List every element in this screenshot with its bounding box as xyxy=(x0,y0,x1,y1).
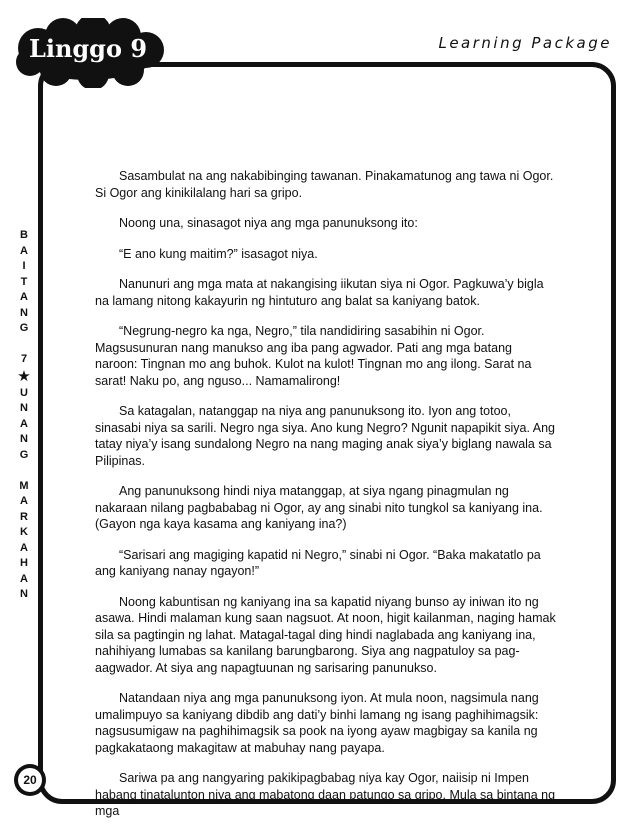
side-letter: M xyxy=(19,479,29,492)
paragraph: Sasambulat na ang nakabibinging tawanan. Pinakamatunog ang tawa ni Ogor. Si Ogor ang kinikilalang hari sa gripo. xyxy=(95,169,554,200)
week-title: Linggo 9 xyxy=(28,34,148,63)
side-letter: G xyxy=(19,322,29,334)
side-letter: U xyxy=(20,386,28,399)
paragraph: Noong kabuntisan ng kaniyang ina sa kapatid niyang bunso ay iniwan ito ng asawa. Hindi malaman kung saan nagsuot. At noon, higit kailanman, naging hamak sila sa pagtingin ng lahat. Matagal-tagal ding hindi naglabada ang kaniyang ina, nahihiyang lumabas sa kanilang barungbarong. Siya ang nagpatuloy sa pag-aagwador. At siya ang napagtuunan ng sarisaring panunukso. xyxy=(95,594,556,675)
side-letter: N xyxy=(20,306,28,319)
week-badge xyxy=(8,18,168,88)
side-letter: A xyxy=(20,417,28,430)
side-letter: T xyxy=(20,275,28,288)
learning-package-label: Learning Package xyxy=(438,34,612,52)
side-grade-label xyxy=(12,228,36,603)
paragraph: Natandaan niya ang mga panunuksong iyon. At mula noon, nagsimula nang umalimpuyo sa kaniyang dibdib ang dati’y binhi lamang ng isang paghihimagsik: nagsusumigaw na paghihimagsik sa pook na iyong ayaw magbigay sa kanila ng pagkakataong makagitaw at mabuhay nang payapa. xyxy=(95,691,539,755)
side-letter: N xyxy=(20,402,28,414)
side-spacer xyxy=(12,463,36,479)
side-letter: K xyxy=(20,526,28,538)
page-number: 20 xyxy=(18,768,42,792)
side-letter: R xyxy=(20,510,28,523)
paragraph: “Negrung-negro ka nga, Negro,” tila nandidiring sasabihin ni Ogor. Magsusunuran nang manukso ang iba pang agwador. Pati ang mga batang naroon: Tingnan mo ang buhok. Kulot na kulot! Tingnan mo ang ilong. Sarat na sarat! Naku po, ang nguso... Namamalirong! xyxy=(95,324,532,388)
side-letter: A xyxy=(20,291,28,303)
side-letter: N xyxy=(20,588,28,600)
paragraph: Sariwa pa ang nangyaring pakikipagbabag niya kay Ogor, naiisip ni Impen habang tinatalunton niya ang mabatong daan patungo sa gripo. Mula sa bintana ng mga xyxy=(95,771,556,818)
side-letter: I xyxy=(22,260,26,272)
side-letter: A xyxy=(20,495,28,507)
side-letter: 7 xyxy=(20,353,28,365)
side-spacer xyxy=(12,337,36,353)
side-letter: A xyxy=(20,244,28,257)
story-text xyxy=(95,168,557,834)
paragraph: Nanunuri ang mga mata at nakangising iikutan siya ni Ogor. Pagkuwa’y bigla na lamang nitong kakayurin ng hintuturo ang balat sa kaniyang batok. xyxy=(95,277,544,308)
side-letter: A xyxy=(20,541,28,554)
side-letter: G xyxy=(19,448,29,461)
paragraph: Sa katagalan, natanggap na niya ang panunuksong ito. Iyon ang totoo, sinasabi niya sa sarili. Negro nga siya. Ano kung Negro? Ngunit napapikit siya. Ang tatay niya’y isang sundalong Negro na nang maging anak siya’y biglang nawala sa Pilipinas. xyxy=(95,404,555,468)
page-number-badge xyxy=(14,764,46,796)
paragraph: “Sarisari ang magiging kapatid ni Negro,” sinabi ni Ogor. “Baka makatatlo pa ang kaniyang nanay ngayon!” xyxy=(95,547,541,578)
side-letter: B xyxy=(20,229,28,241)
paragraph: “E ano kung maitim?” isasagot niya. xyxy=(119,246,318,261)
side-letter: A xyxy=(20,572,28,585)
star-icon: ★ xyxy=(17,367,31,385)
side-letter: H xyxy=(20,557,28,569)
paragraph: Noong una, sinasagot niya ang mga panunuksong ito: xyxy=(119,216,418,230)
side-letter: N xyxy=(20,433,28,445)
paragraph: Ang panunuksong hindi niya matanggap, at siya ngang pinagmulan ng nakaraan nilang pagbababag ni Ogor, ay ang sinabi nito tungkol sa kaniyang ina. (Gayon nga kaya kasama ang kaniyang ina?) xyxy=(95,484,543,531)
